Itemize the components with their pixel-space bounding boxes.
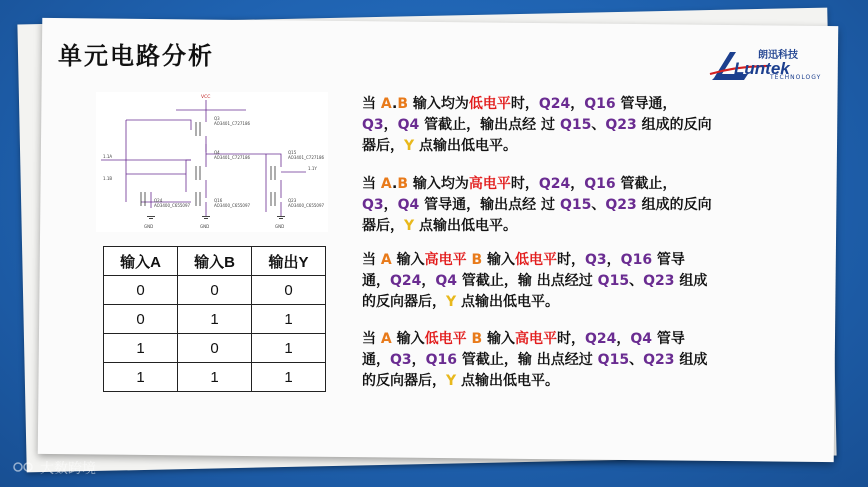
q3-part: AO3401_C727186 — [214, 121, 251, 126]
text-run: 输入 — [391, 331, 425, 347]
text-run: B — [471, 331, 483, 347]
table-cell: 0 — [252, 276, 326, 305]
text-run: 高电平 — [424, 252, 467, 268]
q24-part: AO3400_C655097 — [154, 203, 191, 208]
text-run: Q4 — [630, 331, 653, 347]
text-run: 管截止， — [615, 176, 677, 192]
text-run: 管导通， — [362, 331, 685, 368]
q16-part: AO3400_C655097 — [214, 203, 251, 208]
text-run: . — [391, 96, 398, 112]
logo-chinese-name: 朗迅科技 — [758, 50, 798, 61]
text-run: Q3 — [585, 252, 607, 268]
text-run: Q15 — [559, 117, 592, 133]
vcc-label: VCC — [201, 95, 211, 100]
gnd-label-3: GND — [275, 224, 285, 229]
text-run: Y — [446, 294, 457, 310]
text-run: Q4 — [397, 117, 420, 133]
gnd-label-2: GND — [200, 224, 210, 229]
analysis-paragraph-4 — [362, 329, 712, 392]
q3-label: Q3 — [214, 116, 220, 121]
text-run: Q16 — [425, 352, 458, 368]
table-cell: 1 — [104, 334, 178, 363]
text-run: 输入 — [482, 331, 516, 347]
table-cell: 1 — [252, 334, 326, 363]
q23-part: AO3400_C655097 — [288, 203, 325, 208]
text-run: 管导通，输出点经 过 — [419, 197, 560, 213]
text-run: 低电平 — [468, 96, 511, 112]
text-run: 管截止，输出点经 过 — [419, 117, 560, 133]
text-run: ， — [616, 331, 631, 347]
text-run: ， — [421, 273, 436, 289]
truth-table — [103, 246, 326, 392]
text-run: A — [380, 96, 392, 112]
text-run: 管导通， — [615, 96, 677, 112]
column-header: 输出Y — [252, 247, 326, 276]
text-run: 管截止，输 出点经过 — [457, 352, 598, 368]
text-run: Q16 — [620, 252, 653, 268]
text-run: Y — [404, 218, 415, 234]
output-y-label: 1.1Y — [308, 166, 317, 171]
circuit-schematic — [96, 92, 328, 232]
slide-title: 单元电路分析 — [58, 41, 214, 70]
text-run: A — [380, 331, 392, 347]
watermark-logo-icon — [12, 458, 38, 476]
table-cell: 1 — [252, 305, 326, 334]
q24-label: Q24 — [154, 198, 163, 203]
q4-label: Q4 — [214, 150, 220, 155]
text-run: Q24 — [538, 176, 571, 192]
text-run: 高电平 — [468, 176, 511, 192]
text-run: 组成的反向器后， — [362, 117, 712, 154]
text-run: Q3 — [362, 197, 384, 213]
text-run: Q16 — [584, 96, 616, 112]
q23-label: Q23 — [288, 198, 297, 203]
input-a-label: 1.1A — [103, 154, 113, 159]
text-run: Q23 — [605, 117, 637, 133]
text-run: Q23 — [643, 273, 675, 289]
text-run: 输入均为 — [407, 176, 469, 192]
text-run: ， — [570, 176, 585, 192]
q15-label: Q15 — [288, 150, 297, 155]
text-run: ， — [606, 252, 621, 268]
text-run: 高电平 — [515, 331, 558, 347]
text-run: 、 — [629, 352, 644, 368]
text-run: 、 — [591, 117, 606, 133]
table-cell: 0 — [178, 334, 252, 363]
text-run: Q24 — [538, 96, 571, 112]
column-header: 输入B — [178, 247, 252, 276]
gnd-symbols — [147, 216, 285, 219]
text-run: ， — [383, 197, 398, 213]
table-row — [104, 276, 326, 305]
text-run: 组成的反向器后， — [362, 273, 708, 310]
text-run: 组成的反向器后， — [362, 197, 712, 234]
gnd-label-1: GND — [144, 224, 154, 229]
text-run: 组成的反向器后， — [362, 352, 708, 389]
analysis-paragraph-1 — [362, 94, 712, 157]
text-run: A — [380, 176, 392, 192]
table-cell: 0 — [178, 276, 252, 305]
text-run: B — [397, 96, 408, 112]
q15-part: AO3401_C727186 — [288, 155, 325, 160]
text-run: Q23 — [643, 352, 675, 368]
text-run: B — [397, 176, 408, 192]
table-cell: 0 — [104, 276, 178, 305]
text-run: Q4 — [397, 197, 420, 213]
text-run: 时， — [510, 176, 539, 192]
table-row — [104, 363, 326, 392]
text-run: 当 — [362, 176, 381, 192]
text-run: Q4 — [435, 273, 458, 289]
text-run: 低电平 — [424, 331, 467, 347]
transistor-symbols — [141, 122, 275, 206]
analysis-paragraph-2 — [362, 174, 712, 237]
text-run: 点输出低电平。 — [456, 294, 560, 310]
watermark-text: 大数跨境 — [40, 461, 96, 477]
text-run: 输入 — [482, 252, 516, 268]
table-cell: 0 — [104, 305, 178, 334]
text-run: Q15 — [597, 352, 630, 368]
text-run: 时， — [510, 96, 539, 112]
text-run: 点输出低电平。 — [456, 373, 560, 389]
table-cell: 1 — [104, 363, 178, 392]
text-run: B — [471, 252, 483, 268]
text-run: Q15 — [597, 273, 630, 289]
text-run: Y — [404, 138, 415, 154]
text-run: 当 — [362, 331, 381, 347]
text-run: 管截止，输 出点经过 — [457, 273, 598, 289]
logo-brand-text: Luntek — [734, 59, 790, 78]
text-run: 当 — [362, 96, 381, 112]
text-run: 当 — [362, 252, 381, 268]
text-run: ， — [570, 96, 585, 112]
text-run: 时， — [557, 331, 586, 347]
logo-subtitle: TECHNOLOGY — [770, 74, 822, 81]
truth-table-header-row — [104, 247, 326, 276]
text-run: 点输出低电平。 — [414, 218, 518, 234]
text-run: ， — [383, 117, 398, 133]
q16-label: Q16 — [214, 198, 223, 203]
text-run: 低电平 — [515, 252, 558, 268]
table-cell: 1 — [178, 305, 252, 334]
text-run: 输入 — [391, 252, 425, 268]
text-run: Q24 — [390, 273, 422, 289]
text-run: 点输出低电平。 — [414, 138, 518, 154]
text-run: 、 — [629, 273, 644, 289]
table-row — [104, 334, 326, 363]
input-b-label: 1.1B — [103, 176, 113, 181]
column-header: 输入A — [104, 247, 178, 276]
q4-part: AO3401_C727186 — [214, 155, 251, 160]
table-cell: 1 — [178, 363, 252, 392]
text-run: . — [391, 176, 398, 192]
text-run: Q15 — [559, 197, 592, 213]
text-run: A — [380, 252, 392, 268]
text-run: 时， — [557, 252, 586, 268]
text-run: ， — [411, 352, 426, 368]
text-run: Q3 — [390, 352, 412, 368]
text-run: 、 — [591, 197, 606, 213]
analysis-paragraph-3 — [362, 250, 712, 313]
table-row — [104, 305, 326, 334]
text-run: 管导通， — [362, 252, 685, 289]
text-run: Y — [446, 373, 457, 389]
text-run: 输入均为 — [407, 96, 469, 112]
text-run: Q24 — [585, 331, 617, 347]
table-cell: 1 — [252, 363, 326, 392]
text-run: Q3 — [362, 117, 384, 133]
text-run: Q23 — [605, 197, 637, 213]
text-run: Q16 — [584, 176, 616, 192]
